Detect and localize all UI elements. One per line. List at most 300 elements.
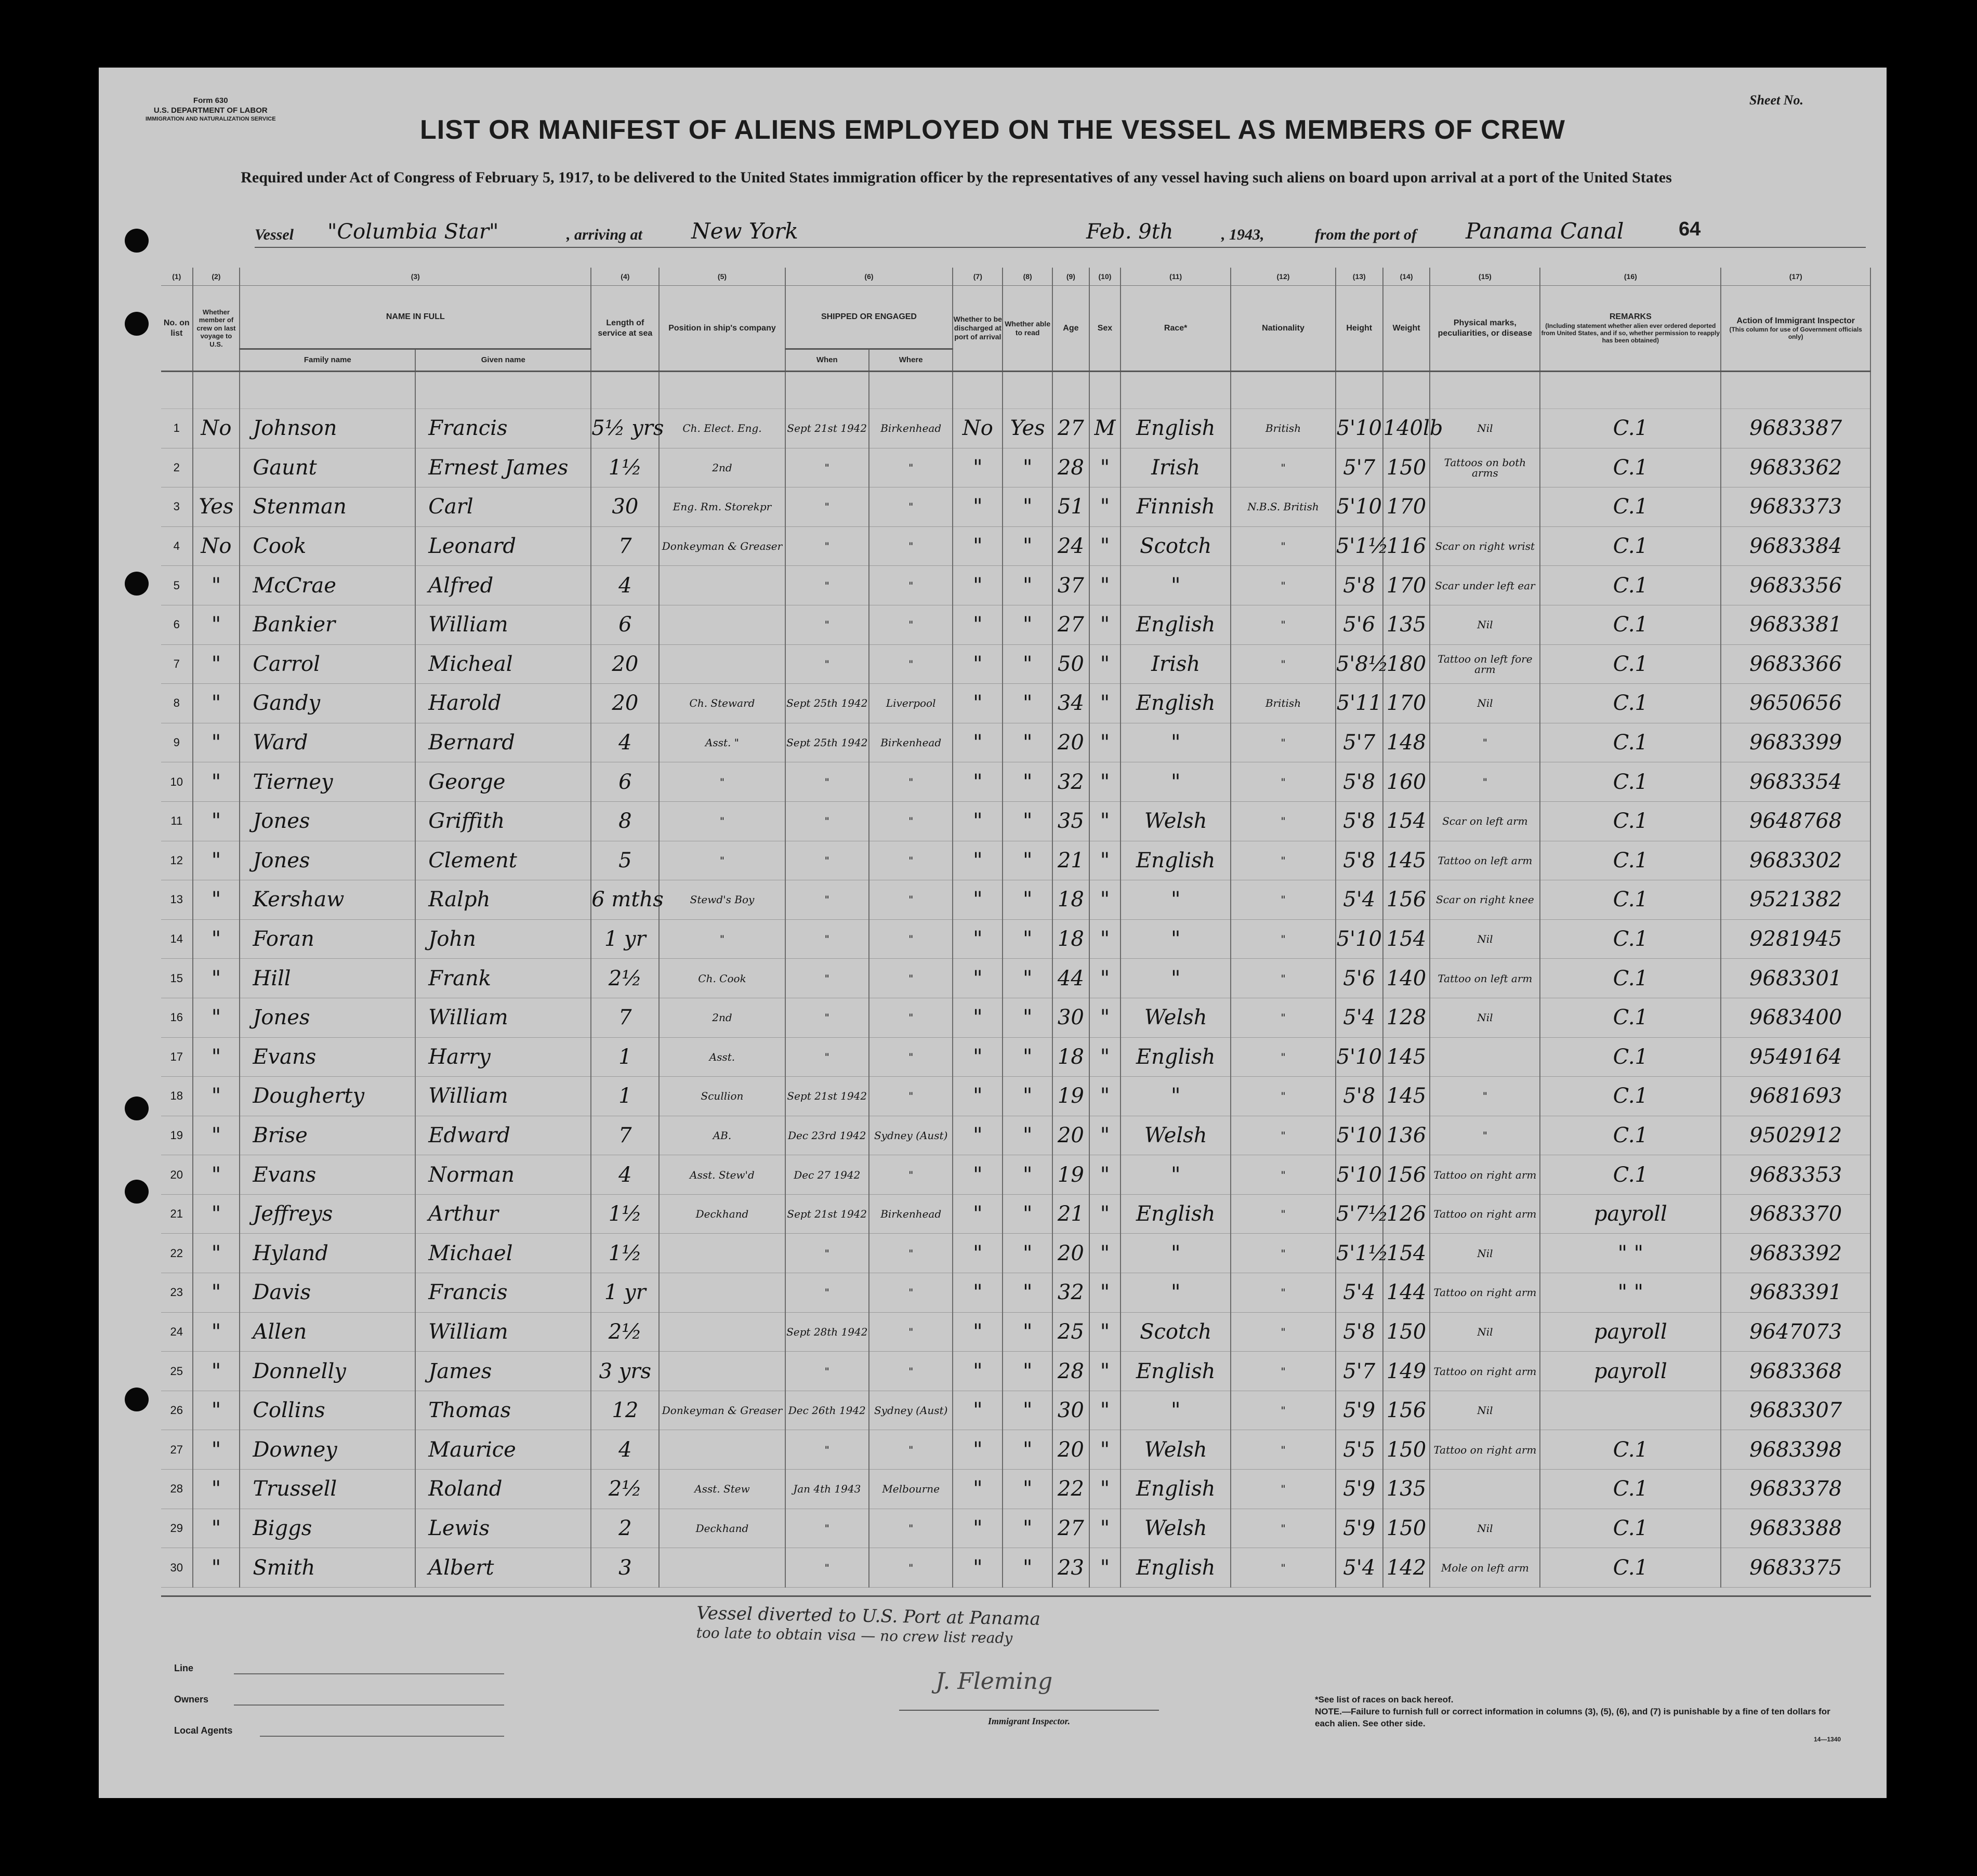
member-last-voyage: No — [193, 409, 240, 448]
height: 5'1½ — [1336, 526, 1383, 566]
punch-hole — [125, 1096, 149, 1120]
sex: " — [1089, 1116, 1121, 1155]
length-of-service: 1½ — [591, 448, 659, 487]
race: English — [1121, 1037, 1231, 1077]
weight: 150 — [1383, 1430, 1430, 1470]
height: 5'7 — [1336, 1352, 1383, 1391]
head-race: Race* — [1121, 286, 1231, 372]
ship-position: Donkeyman & Greaser — [659, 1391, 785, 1430]
ship-position: 2nd — [659, 998, 785, 1037]
sex: " — [1089, 1273, 1121, 1313]
remarks: C.1 — [1540, 1155, 1721, 1195]
physical-marks: Nil — [1430, 605, 1540, 644]
col-num-16: (16) — [1540, 268, 1721, 286]
remarks: C.1 — [1540, 409, 1721, 448]
table-row — [161, 1234, 1870, 1273]
punch-hole — [125, 1180, 149, 1204]
age: 20 — [1052, 723, 1089, 762]
race: " — [1121, 1391, 1231, 1430]
race: Welsh — [1121, 1509, 1231, 1548]
physical-marks — [1430, 1470, 1540, 1509]
sex: " — [1089, 1430, 1121, 1470]
discharged-flag: " — [953, 1155, 1003, 1195]
head-no: No. on list — [161, 286, 193, 372]
manifest-subtitle: Required under Act of Congress of February 5, 1917, to be delivered to the United States immigration officer by the representatives of any vessel having such aliens on board upon arrival at a port of the United States — [241, 169, 1672, 186]
length-of-service: 6 — [591, 762, 659, 802]
family-name: Evans — [240, 1037, 415, 1077]
nationality: " — [1231, 526, 1336, 566]
row-number: 4 — [161, 526, 193, 566]
inspector-action: 9683354 — [1721, 762, 1870, 802]
agents-rule — [260, 1736, 504, 1737]
member-last-voyage: Yes — [193, 487, 240, 527]
sex: " — [1089, 1194, 1121, 1234]
weight: 148 — [1383, 723, 1430, 762]
nationality: " — [1231, 880, 1336, 920]
table-row — [161, 526, 1870, 566]
age: 21 — [1052, 1194, 1089, 1234]
crew-table — [161, 268, 1871, 1588]
member-last-voyage: " — [193, 762, 240, 802]
race: " — [1121, 919, 1231, 959]
able-to-read: " — [1003, 1548, 1052, 1588]
row-number: 10 — [161, 762, 193, 802]
weight: 135 — [1383, 1470, 1430, 1509]
shipped-where: " — [869, 959, 953, 998]
able-to-read: " — [1003, 1352, 1052, 1391]
discharged-flag: " — [953, 1470, 1003, 1509]
line-rule — [234, 1673, 504, 1674]
remarks: " " — [1540, 1234, 1721, 1273]
arriving-port: New York — [691, 218, 798, 244]
inspector-action: 9683391 — [1721, 1273, 1870, 1313]
given-name: Ernest James — [415, 448, 591, 487]
shipped-where: " — [869, 919, 953, 959]
height: 5'8 — [1336, 1077, 1383, 1116]
family-name: Carrol — [240, 644, 415, 684]
table-row — [161, 1077, 1870, 1116]
discharged-flag: " — [953, 526, 1003, 566]
height: 5'4 — [1336, 998, 1383, 1037]
able-to-read: " — [1003, 880, 1052, 920]
head-shipped: SHIPPED OR ENGAGED — [785, 286, 953, 349]
race: " — [1121, 762, 1231, 802]
family-name: Trussell — [240, 1470, 415, 1509]
member-last-voyage: " — [193, 1273, 240, 1313]
remarks: C.1 — [1540, 1509, 1721, 1548]
shipped-when: " — [785, 841, 869, 880]
shipped-where: Sydney (Aust) — [869, 1391, 953, 1430]
sex: " — [1089, 1470, 1121, 1509]
inspector-action: 9683398 — [1721, 1430, 1870, 1470]
shipped-when: " — [785, 644, 869, 684]
physical-marks: Tattoo on right arm — [1430, 1430, 1540, 1470]
manifest-sheet — [99, 68, 1887, 1798]
able-to-read: " — [1003, 1312, 1052, 1352]
race: " — [1121, 1273, 1231, 1313]
shipped-when: " — [785, 526, 869, 566]
age: 18 — [1052, 1037, 1089, 1077]
discharged-flag: No — [953, 409, 1003, 448]
able-to-read: " — [1003, 998, 1052, 1037]
sex: " — [1089, 487, 1121, 527]
race: English — [1121, 1352, 1231, 1391]
row-number: 28 — [161, 1470, 193, 1509]
height: 5'8½ — [1336, 644, 1383, 684]
table-row — [161, 841, 1870, 880]
table-row — [161, 1352, 1870, 1391]
able-to-read: " — [1003, 1273, 1052, 1313]
arriving-label: , arriving at — [566, 226, 642, 243]
height: 5'5 — [1336, 1430, 1383, 1470]
remarks: C.1 — [1540, 566, 1721, 605]
physical-marks: Scar under left ear — [1430, 566, 1540, 605]
physical-marks: Tattoo on left arm — [1430, 959, 1540, 998]
nationality: N.B.S. British — [1231, 487, 1336, 527]
race: " — [1121, 1234, 1231, 1273]
race: English — [1121, 605, 1231, 644]
row-number: 7 — [161, 644, 193, 684]
physical-marks — [1430, 1037, 1540, 1077]
shipped-where: " — [869, 644, 953, 684]
handwritten-note — [696, 1603, 1040, 1647]
remarks: C.1 — [1540, 998, 1721, 1037]
head-family: Family name — [240, 349, 415, 372]
shipped-where: " — [869, 566, 953, 605]
sex: " — [1089, 1548, 1121, 1588]
action-title: Action of Immigrant Inspector — [1736, 316, 1855, 325]
footnote-penalty: NOTE.—Failure to furnish full or correct information in columns (3), (5), (6), and (7) is punishable by a fine of ten dollars for each alien. See other side. — [1315, 1706, 1830, 1728]
given-name: Ralph — [415, 880, 591, 920]
height: 5'1½ — [1336, 1234, 1383, 1273]
member-last-voyage: " — [193, 880, 240, 920]
department: U.S. DEPARTMENT OF LABOR — [153, 105, 268, 115]
height: 5'6 — [1336, 959, 1383, 998]
shipped-when: Dec 27 1942 — [785, 1155, 869, 1195]
physical-marks: " — [1430, 762, 1540, 802]
age: 19 — [1052, 1155, 1089, 1195]
given-name: Arthur — [415, 1194, 591, 1234]
shipped-when: Dec 23rd 1942 — [785, 1116, 869, 1155]
shipped-where: " — [869, 1037, 953, 1077]
inspector-action: 9648768 — [1721, 801, 1870, 841]
shipped-where: " — [869, 1430, 953, 1470]
service: IMMIGRATION AND NATURALIZATION SERVICE — [146, 115, 276, 122]
shipped-where: Melbourne — [869, 1470, 953, 1509]
row-number: 9 — [161, 723, 193, 762]
height: 5'10 — [1336, 409, 1383, 448]
sex: " — [1089, 566, 1121, 605]
shipped-where: " — [869, 1155, 953, 1195]
shipped-where: Birkenhead — [869, 1194, 953, 1234]
length-of-service: 4 — [591, 723, 659, 762]
age: 28 — [1052, 1352, 1089, 1391]
weight: 154 — [1383, 1234, 1430, 1273]
race: Welsh — [1121, 1116, 1231, 1155]
remarks: C.1 — [1540, 487, 1721, 527]
family-name: Dougherty — [240, 1077, 415, 1116]
col-num-17: (17) — [1721, 268, 1870, 286]
physical-marks: Tattoo on left arm — [1430, 841, 1540, 880]
ship-position: Asst. Stew'd — [659, 1155, 785, 1195]
col-num-4: (4) — [591, 268, 659, 286]
nationality: " — [1231, 1430, 1336, 1470]
height: 5'10 — [1336, 1037, 1383, 1077]
able-to-read: " — [1003, 487, 1052, 527]
note-line-1: Vessel diverted to U.S. Port at Panama — [696, 1603, 1041, 1630]
shipped-when: " — [785, 448, 869, 487]
physical-marks: Scar on right knee — [1430, 880, 1540, 920]
able-to-read: " — [1003, 1155, 1052, 1195]
head-where: Where — [869, 349, 953, 372]
nationality: British — [1231, 409, 1336, 448]
given-name: William — [415, 1312, 591, 1352]
row-number: 1 — [161, 409, 193, 448]
sex: " — [1089, 1352, 1121, 1391]
col-num-2: (2) — [193, 268, 240, 286]
given-name: Francis — [415, 1273, 591, 1313]
given-name: William — [415, 1077, 591, 1116]
sex: " — [1089, 762, 1121, 802]
length-of-service: 8 — [591, 801, 659, 841]
family-name: Gandy — [240, 684, 415, 723]
discharged-flag: " — [953, 880, 1003, 920]
height: 5'7 — [1336, 448, 1383, 487]
shipped-when: " — [785, 919, 869, 959]
row-number: 26 — [161, 1391, 193, 1430]
age: 20 — [1052, 1430, 1089, 1470]
family-name: Jones — [240, 801, 415, 841]
given-name: Bernard — [415, 723, 591, 762]
sex: " — [1089, 723, 1121, 762]
physical-marks: Tattoo on right arm — [1430, 1273, 1540, 1313]
race: Scotch — [1121, 1312, 1231, 1352]
weight: 150 — [1383, 1312, 1430, 1352]
physical-marks: Nil — [1430, 998, 1540, 1037]
discharged-flag: " — [953, 1077, 1003, 1116]
discharged-flag: " — [953, 1194, 1003, 1234]
remarks-title: REMARKS — [1609, 312, 1652, 322]
discharged-flag: " — [953, 1234, 1003, 1273]
shipped-where: Sydney (Aust) — [869, 1116, 953, 1155]
family-name: Allen — [240, 1312, 415, 1352]
length-of-service: 1 — [591, 1077, 659, 1116]
family-name: Brise — [240, 1116, 415, 1155]
age: 27 — [1052, 1509, 1089, 1548]
race: English — [1121, 684, 1231, 723]
given-name: George — [415, 762, 591, 802]
shipped-where: " — [869, 605, 953, 644]
age: 20 — [1052, 1116, 1089, 1155]
age: 44 — [1052, 959, 1089, 998]
row-number: 6 — [161, 605, 193, 644]
col-num-9: (9) — [1052, 268, 1089, 286]
race: Welsh — [1121, 1430, 1231, 1470]
length-of-service: 4 — [591, 1155, 659, 1195]
remarks: C.1 — [1540, 644, 1721, 684]
row-number: 3 — [161, 487, 193, 527]
age: 18 — [1052, 919, 1089, 959]
age: 34 — [1052, 684, 1089, 723]
family-name: Cook — [240, 526, 415, 566]
head-action — [1721, 286, 1870, 372]
height: 5'4 — [1336, 880, 1383, 920]
shipped-where: " — [869, 1273, 953, 1313]
sex: M — [1089, 409, 1121, 448]
head-position: Position in ship's company — [659, 286, 785, 372]
row-number: 23 — [161, 1273, 193, 1313]
age: 24 — [1052, 526, 1089, 566]
given-name: Carl — [415, 487, 591, 527]
ship-position: Eng. Rm. Storekpr — [659, 487, 785, 527]
given-name: Francis — [415, 409, 591, 448]
age: 19 — [1052, 1077, 1089, 1116]
height: 5'8 — [1336, 1312, 1383, 1352]
length-of-service: 2½ — [591, 959, 659, 998]
weight: 145 — [1383, 841, 1430, 880]
member-last-voyage: " — [193, 1155, 240, 1195]
weight: 149 — [1383, 1352, 1430, 1391]
member-last-voyage: " — [193, 1077, 240, 1116]
row-number: 19 — [161, 1116, 193, 1155]
table-row — [161, 1470, 1870, 1509]
line-label: Line — [174, 1663, 194, 1673]
row-number: 21 — [161, 1194, 193, 1234]
race: " — [1121, 1155, 1231, 1195]
height: 5'7½ — [1336, 1194, 1383, 1234]
table-row — [161, 801, 1870, 841]
family-name: McCrae — [240, 566, 415, 605]
race: English — [1121, 409, 1231, 448]
nationality: " — [1231, 644, 1336, 684]
remarks: " " — [1540, 1273, 1721, 1313]
weight: 170 — [1383, 566, 1430, 605]
shipped-when: Sept 28th 1942 — [785, 1312, 869, 1352]
row-number: 11 — [161, 801, 193, 841]
given-name: Griffith — [415, 801, 591, 841]
inspector-action: 9683368 — [1721, 1352, 1870, 1391]
weight: 156 — [1383, 1391, 1430, 1430]
ship-position: Donkeyman & Greaser — [659, 526, 785, 566]
able-to-read: " — [1003, 1509, 1052, 1548]
race: " — [1121, 723, 1231, 762]
length-of-service: 2½ — [591, 1470, 659, 1509]
ship-position — [659, 605, 785, 644]
manifest-title: LIST OR MANIFEST OF ALIENS EMPLOYED ON THE VESSEL AS MEMBERS OF CREW — [420, 115, 1565, 145]
col-num-8: (8) — [1003, 268, 1052, 286]
col-num-5: (5) — [659, 268, 785, 286]
height: 5'10 — [1336, 1155, 1383, 1195]
length-of-service: 1½ — [591, 1234, 659, 1273]
nationality: " — [1231, 448, 1336, 487]
physical-marks: Nil — [1430, 1391, 1540, 1430]
ship-position: Ch. Steward — [659, 684, 785, 723]
member-last-voyage: " — [193, 919, 240, 959]
physical-marks: Tattoos on both arms — [1430, 448, 1540, 487]
length-of-service: 4 — [591, 566, 659, 605]
shipped-when: " — [785, 1234, 869, 1273]
nationality: " — [1231, 1077, 1336, 1116]
ship-position: Asst. Stew — [659, 1470, 785, 1509]
action-note: (This column for use of Government officials only) — [1729, 325, 1862, 341]
print-code: 14—1340 — [1814, 1736, 1841, 1743]
member-last-voyage: " — [193, 1352, 240, 1391]
weight: 140 — [1383, 959, 1430, 998]
length-of-service: 3 yrs — [591, 1352, 659, 1391]
weight: 154 — [1383, 919, 1430, 959]
row-number: 30 — [161, 1548, 193, 1588]
family-name: Bankier — [240, 605, 415, 644]
member-last-voyage: " — [193, 1430, 240, 1470]
head-service: Length of service at sea — [591, 286, 659, 372]
race: Irish — [1121, 448, 1231, 487]
punch-hole — [125, 312, 149, 336]
weight: 128 — [1383, 998, 1430, 1037]
table-row — [161, 605, 1870, 644]
table-row — [161, 1037, 1870, 1077]
ship-position: 2nd — [659, 448, 785, 487]
weight: 142 — [1383, 1548, 1430, 1588]
discharged-flag: " — [953, 1548, 1003, 1588]
remarks: C.1 — [1540, 684, 1721, 723]
sex: " — [1089, 1234, 1121, 1273]
able-to-read: " — [1003, 1116, 1052, 1155]
ship-position: " — [659, 841, 785, 880]
family-name: Donnelly — [240, 1352, 415, 1391]
inspector-action: 9683307 — [1721, 1391, 1870, 1430]
table-row — [161, 1430, 1870, 1470]
footnote-races: *See list of races on back hereof. — [1315, 1695, 1454, 1705]
family-name: Tierney — [240, 762, 415, 802]
given-name: Lewis — [415, 1509, 591, 1548]
shipped-when: Sept 25th 1942 — [785, 684, 869, 723]
agents-label: Local Agents — [174, 1725, 233, 1736]
discharged-flag: " — [953, 566, 1003, 605]
remarks: C.1 — [1540, 762, 1721, 802]
weight: 150 — [1383, 1509, 1430, 1548]
shipped-where: " — [869, 762, 953, 802]
member-last-voyage: " — [193, 1312, 240, 1352]
table-row — [161, 1391, 1870, 1430]
weight: 170 — [1383, 684, 1430, 723]
table-row — [161, 448, 1870, 487]
discharged-flag: " — [953, 1116, 1003, 1155]
physical-marks: Mole on left arm — [1430, 1548, 1540, 1588]
family-name: Foran — [240, 919, 415, 959]
given-name: William — [415, 998, 591, 1037]
discharged-flag: " — [953, 1037, 1003, 1077]
shipped-where: " — [869, 1352, 953, 1391]
member-last-voyage: " — [193, 644, 240, 684]
family-name: Evans — [240, 1155, 415, 1195]
ship-position — [659, 644, 785, 684]
member-last-voyage: " — [193, 566, 240, 605]
remarks: C.1 — [1540, 801, 1721, 841]
able-to-read: " — [1003, 1470, 1052, 1509]
signature-line — [899, 1710, 1159, 1711]
discharged-flag: " — [953, 1509, 1003, 1548]
shipped-when: " — [785, 487, 869, 527]
length-of-service: 12 — [591, 1391, 659, 1430]
shipped-where: Birkenhead — [869, 723, 953, 762]
head-discharged: Whether to be discharged at port of arrival — [953, 286, 1003, 372]
able-to-read: " — [1003, 1077, 1052, 1116]
physical-marks: " — [1430, 1116, 1540, 1155]
vessel-name: "Columbia Star" — [327, 220, 499, 244]
inspector-action: 9683375 — [1721, 1548, 1870, 1588]
table-row — [161, 1116, 1870, 1155]
arrival-date: Feb. 9th — [1086, 220, 1174, 244]
